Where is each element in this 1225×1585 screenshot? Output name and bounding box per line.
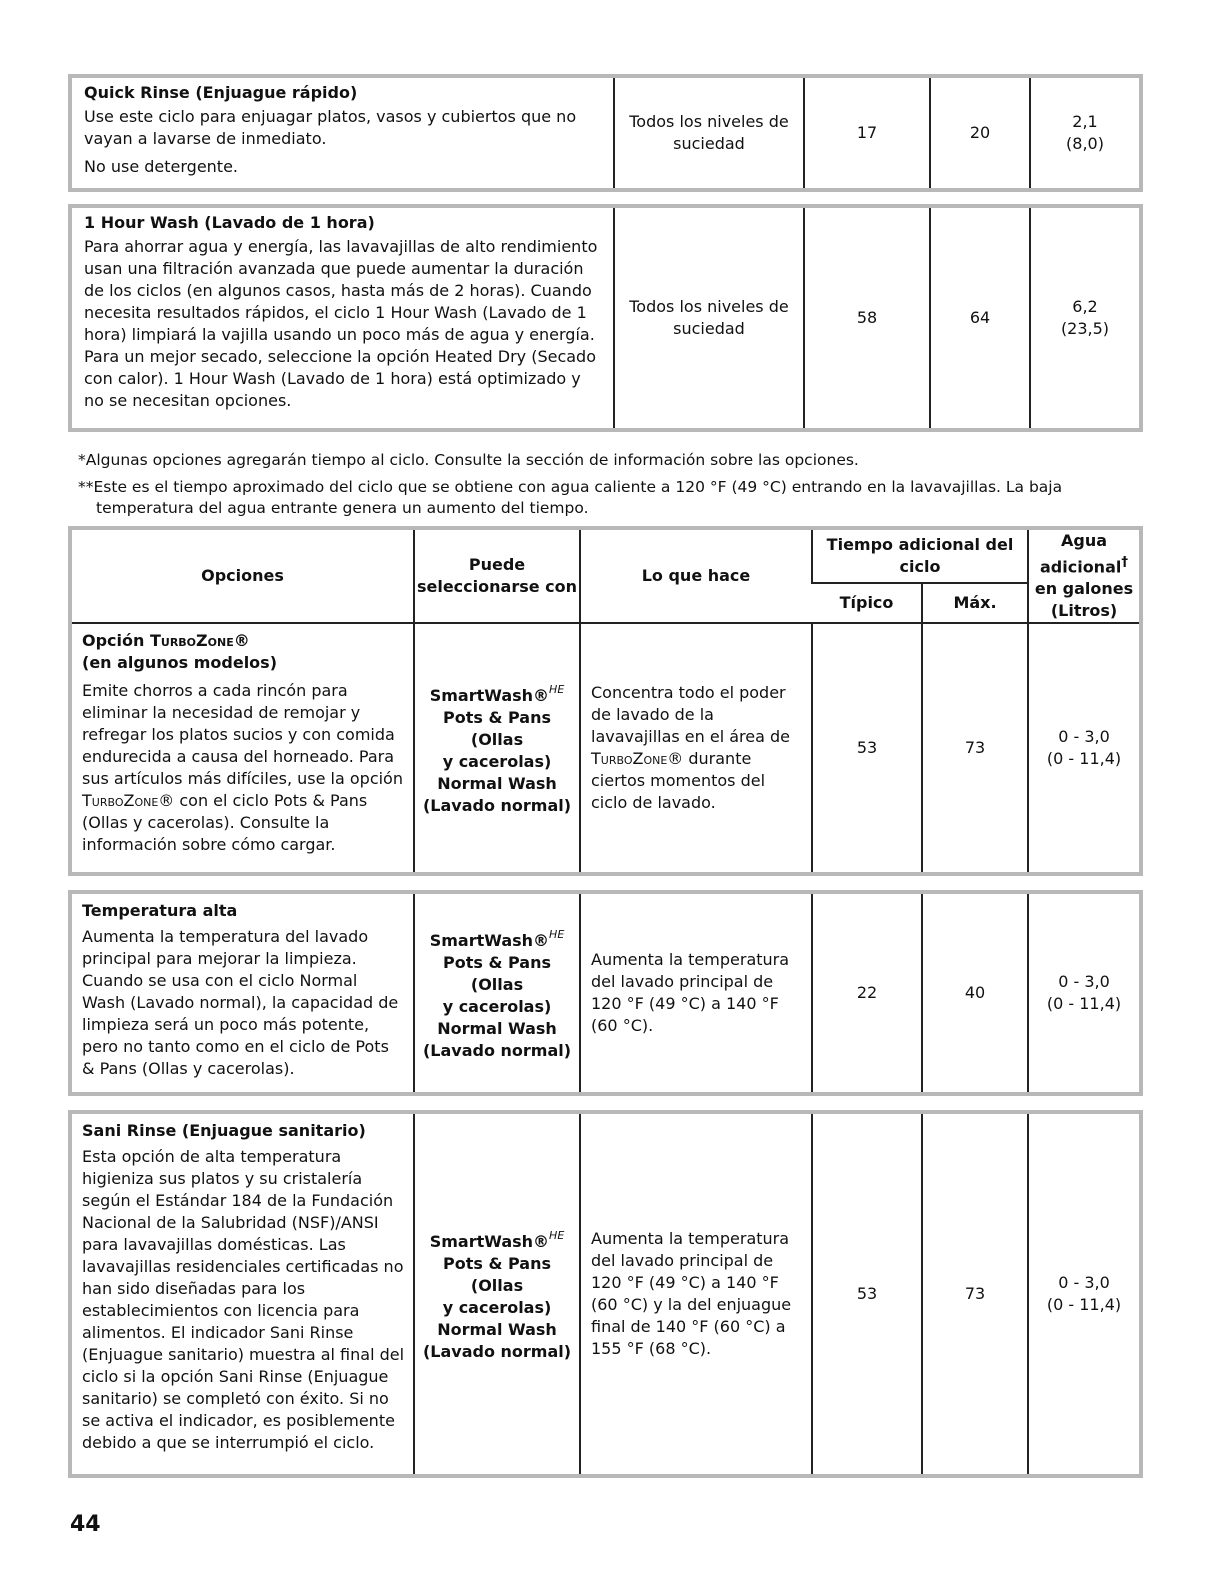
header-select-with: Puede seleccionarse con	[414, 530, 580, 623]
option-description-cell	[72, 894, 414, 1092]
water-usage: 0 - 3,0 (0 - 11,4)	[1028, 1114, 1139, 1474]
water-usage: 0 - 3,0 (0 - 11,4)	[1028, 623, 1139, 872]
cycle-description-cell	[72, 208, 614, 428]
option-title: Temperatura alta	[82, 901, 238, 920]
cycle-description: No use detergente.	[84, 157, 239, 176]
select-with-list: SmartWash®$^{HE}$ Pots & Pans (Ollas y cacerolas) Normal Wash (Lavado normal)	[414, 623, 580, 872]
cycle-description: Use este ciclo para enjuagar platos, vasos y cubiertos que no vayan a lavarse de inmediato.	[84, 107, 577, 148]
option-title: Opción TurboZone®	[82, 631, 250, 651]
typical-time: 58	[804, 208, 930, 428]
water-liters: (8,0)	[1066, 134, 1104, 153]
option-title: Sani Rinse (Enjuague sanitario)	[82, 1121, 366, 1140]
option-subtitle: (en algunos modelos)	[82, 653, 278, 673]
cycle-title: 1 Hour Wash (Lavado de 1 hora)	[84, 213, 375, 232]
cycle-title: Quick Rinse (Enjuague rápido)	[84, 83, 358, 102]
footnotes	[74, 450, 1134, 519]
option-sani-rinse	[68, 1110, 1143, 1478]
max-time: 73	[922, 1114, 1028, 1474]
cycle-description-cell	[72, 78, 614, 188]
what-it-does: Aumenta la temperatura del lavado principal de 120 °F (49 °C) a 140 °F (60 °C) y la del enjuague final de 140 °F (60 °C) a 155 °F (68 °C).	[580, 1114, 812, 1474]
options-table	[68, 526, 1143, 876]
option-description: Esta opción de alta temperatura higieniza sus platos y su cristalería según el Estándar 184 de la Fundación Nacional de la Salubridad (NSF)/ANSI para lavavajillas domésticas. Las lavavajillas residenciales certificadas no han sido diseñadas para los establecimientos con licencia para alimentos. El indicador Sani Rinse (Enjuague sanitario) muestra al final del ciclo si la opción Sani Rinse (Enjuague sanitario) se completó con éxito. Si no se activa el indicador, es posiblemente debido a que se interrumpió el ciclo.	[82, 1147, 405, 1452]
typical-time: 53	[812, 623, 922, 872]
header-what-it-does: Lo que hace	[580, 530, 812, 623]
header-additional-time: Tiempo adicional del ciclo	[812, 530, 1028, 583]
max-time: 20	[930, 78, 1030, 188]
header-typical: Típico	[812, 583, 922, 623]
max-time: 40	[922, 894, 1028, 1092]
header-water-label: Agua adicional	[1039, 531, 1122, 577]
header-options: Opciones	[201, 566, 284, 586]
water-usage: 0 - 3,0 (0 - 11,4)	[1028, 894, 1139, 1092]
max-time: 64	[930, 208, 1030, 428]
cycle-quick-rinse	[68, 74, 1143, 192]
typical-time: 22	[812, 894, 922, 1092]
soil-level: Todos los niveles de suciedad	[614, 78, 804, 188]
header-water-dagger: †	[1121, 555, 1129, 570]
option-description-cell	[72, 1114, 414, 1474]
select-with-list: SmartWash®$^{HE}$ Pots & Pans (Ollas y cacerolas) Normal Wash (Lavado normal)	[414, 894, 580, 1092]
water-gallons: 6,2	[1072, 297, 1098, 316]
max-time: 73	[922, 623, 1028, 872]
water-gallons: 2,1	[1072, 112, 1098, 131]
option-turbozone-description-cell	[72, 623, 414, 872]
cycle-1-hour-wash	[68, 204, 1143, 432]
typical-time: 17	[804, 78, 930, 188]
header-max: Máx.	[922, 583, 1028, 623]
what-it-does: Concentra todo el poder de lavado de la lavavajillas en el área de TurboZone® durante ciertos momentos del ciclo de lavado.	[580, 623, 812, 872]
soil-level: Todos los niveles de suciedad	[614, 208, 804, 428]
footnote-options-time: *Algunas opciones agregarán tiempo al ciclo. Consulte la sección de información sobre las opciones.	[78, 451, 859, 469]
what-it-does: Aumenta la temperatura del lavado principal de 120 °F (49 °C) a 140 °F (60 °C).	[580, 894, 812, 1092]
header-additional-water	[1028, 530, 1139, 623]
water-usage	[1030, 208, 1139, 428]
option-description: Emite chorros a cada rincón para eliminar la necesidad de remojar y refregar los platos sucios y con comida endurecida a causa del horneado. Para sus artículos más difíciles, use la opción TurboZone® con el ciclo Pots & Pans (Ollas y cacerolas). Consulte la información sobre cómo cargar.	[82, 681, 403, 855]
option-high-temp	[68, 890, 1143, 1096]
typical-time: 53	[812, 1114, 922, 1474]
water-usage	[1030, 78, 1139, 188]
page-number: 44	[70, 1512, 101, 1537]
select-with-list: SmartWash®$^{HE}$ Pots & Pans (Ollas y cacerolas) Normal Wash (Lavado normal)	[414, 1114, 580, 1474]
water-liters: (23,5)	[1060, 319, 1110, 338]
footnote-cycle-time: **Este es el tiempo aproximado del ciclo que se obtiene con agua caliente a 120 °F (49 °C) entrando en la lavavajillas. La baja temperatura del agua entrante genera un aumento del tiempo.	[78, 478, 1063, 517]
cycle-description: Para ahorrar agua y energía, las lavavajillas de alto rendimiento usan una filtración avanzada que puede aumentar la duración de los ciclos (en algunos casos, hasta más de 2 horas). Cuando necesita resultados rápidos, el ciclo 1 Hour Wash (Lavado de 1 hora) limpiará la vajilla usando un poco más de agua y energía. Para un mejor secado, seleccione la opción Heated Dry (Secado con calor). 1 Hour Wash (Lavado de 1 hora) está optimizado y no se necesitan opciones.	[84, 237, 598, 410]
header-water-units: en galones (Litros)	[1034, 579, 1134, 621]
option-description: Aumenta la temperatura del lavado principal para mejorar la limpieza. Cuando se usa con el ciclo Normal Wash (Lavado normal), la capacidad de limpieza será un poco más potente, pero no tanto como en el ciclo de Pots & Pans (Ollas y cacerolas).	[82, 927, 399, 1078]
